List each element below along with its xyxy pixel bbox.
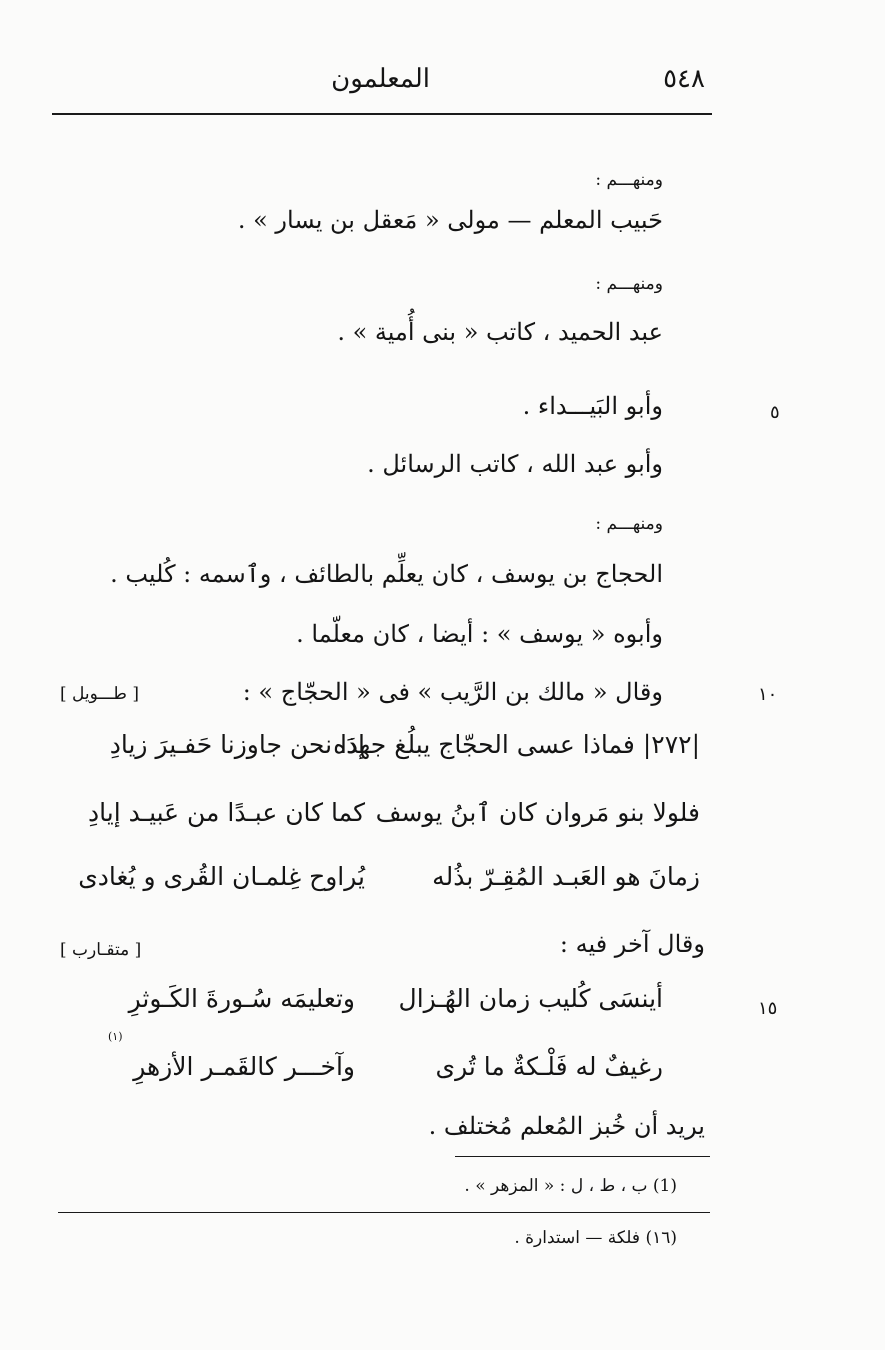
section-label: ومنهـــم :	[595, 514, 663, 534]
text-line: وقال « مالك بن الرَّيب » فى « الحجّاج » :	[242, 678, 663, 706]
verse-hemistich: كما كان عبـدًا من عَبيـد إيادِ	[88, 798, 365, 827]
margin-line-number: ١٥	[758, 998, 778, 1019]
footnote-marker: (١)	[108, 1030, 123, 1043]
verse-hemistich: يُراوح غِلمـان القُرى و يُغادى	[78, 862, 365, 891]
text-line: عبد الحميد ، كاتب « بنى أُمية » .	[337, 318, 663, 346]
margin-line-number: ١٠	[758, 684, 778, 705]
page-title: المعلمون	[331, 64, 430, 94]
page-number: ٥٤٨	[663, 64, 705, 94]
verse-hemistich: أينسَى كُليب زمان الهُـزال	[398, 984, 663, 1013]
verse-hemistich: إذا نحن جاوزنا حَفـيرَ زيادِ	[109, 730, 365, 759]
header-rule	[52, 113, 712, 115]
text-line: وأبو البَيـــداء .	[522, 392, 663, 420]
verse-hemistich: زمانَ هو العَبـد المُقِـرّ بذُله	[432, 862, 700, 891]
footnote-rule	[455, 1156, 710, 1157]
footnote: (1) ب ، ط ، ل : « المزهر » .	[464, 1176, 677, 1196]
meter-label: [ طـــويل ]	[60, 684, 139, 704]
verse-hemistich: وتعليمَه سُـورةَ الكَـوثرِ	[128, 984, 355, 1013]
verse-hemistich: رغيفٌ له فَلْـكةٌ ما تُرى	[435, 1052, 663, 1081]
section-label: ومنهـــم :	[595, 170, 663, 190]
verse-hemistich: فلولا بنو مَروان كان ٱبنُ يوسف	[375, 798, 700, 827]
text-line: الحجاج بن يوسف ، كان يعلِّم بالطائف ، وٱسمه : كُليب .	[110, 560, 663, 588]
verse-hemistich: |٢٧٢| فماذا عسى الحجّاج يبلُغ جهدَه	[333, 730, 700, 759]
verse-hemistich: وآخـــر كالقَمـر الأزهرِ	[133, 1052, 355, 1081]
text-line: وأبو عبد الله ، كاتب الرسائل .	[367, 450, 663, 478]
text-line: وأبوه « يوسف » : أيضا ، كان معلّما .	[296, 620, 663, 648]
text-line: وقال آخر فيه :	[559, 930, 705, 958]
section-label: ومنهـــم :	[595, 274, 663, 294]
meter-label: [ متقـارب ]	[60, 940, 142, 960]
margin-line-number: ٥	[770, 402, 780, 423]
footnote-separator	[58, 1212, 710, 1213]
text-line: حَبيب المعلم — مولى « مَعقل بن يسار » .	[237, 206, 663, 234]
text-line: يريد أن خُبز المُعلم مُختلف .	[428, 1112, 705, 1140]
footnote: (١٦) فلكة — استدارة .	[514, 1228, 677, 1248]
